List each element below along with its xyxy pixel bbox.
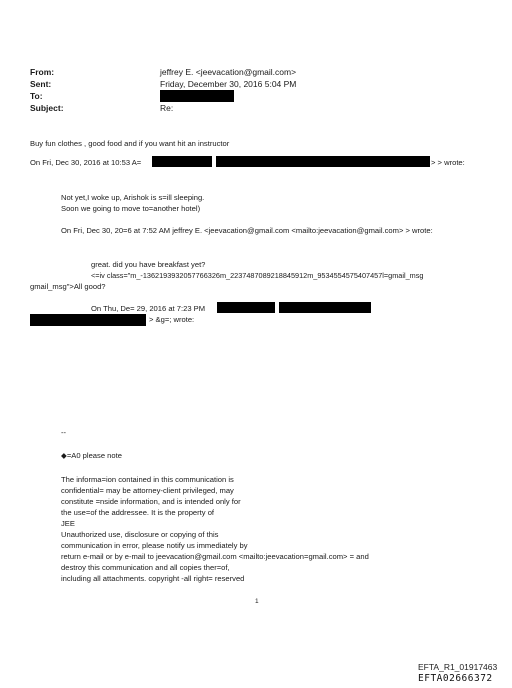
sent-value: Friday, December 30, 2016 5:04 PM bbox=[160, 79, 297, 89]
reply-1-line-1: Not yet,I woke up, Arishok is s=ill sleeping. bbox=[61, 193, 205, 202]
notice-line: JEE bbox=[61, 519, 75, 528]
reply-1-line-2: Soon we going to move to=another hotel) bbox=[61, 204, 201, 213]
quote-3-redaction-a bbox=[217, 302, 275, 313]
quote-1-prefix: On Fri, Dec 30, 2016 at 10:53 A= bbox=[30, 158, 142, 167]
quote-3-redaction-b bbox=[279, 302, 371, 313]
confidentiality-notice bbox=[61, 474, 369, 584]
subject-label: Subject: bbox=[30, 103, 64, 113]
to-label: To: bbox=[30, 91, 43, 101]
notice-line: Unauthorized use, disclosure or copying of this bbox=[61, 530, 219, 539]
notice-line: destroy this communication and all copies ther=of, bbox=[61, 563, 230, 572]
quote-1-redaction-a bbox=[152, 156, 212, 167]
notice-line: including all attachments. copyright -all right= reserved bbox=[61, 574, 245, 583]
footer-ref-2: EFTA02666372 bbox=[418, 673, 493, 684]
notice-line: the use=of the addressee. It is the property of bbox=[61, 508, 215, 517]
notice-line: return e-mail or by e-mail to jeevacation@gmail.com <mailto:jeevacation=gmail.com> = and bbox=[61, 552, 369, 561]
quote-1-redaction-b bbox=[216, 156, 430, 167]
quote-3-redaction-c bbox=[30, 314, 146, 326]
notice-line: communication in error, please notify us immediately by bbox=[61, 541, 248, 550]
reply-2-line-1: great. did you have breakfast yet? bbox=[91, 260, 206, 269]
quote-2: On Fri, Dec 30, 20=6 at 7:52 AM jeffrey E. <jeevacation@gmail.com <mailto:jeevacation@gmail.com> > wrote: bbox=[61, 226, 433, 235]
notice-line: The informa=ion contained in this communication is bbox=[61, 475, 234, 484]
from-label: From: bbox=[30, 67, 55, 77]
footer-ref-1: EFTA_R1_01917463 bbox=[418, 662, 498, 672]
from-value: jeffrey E. <jeevacation@gmail.com> bbox=[160, 67, 297, 77]
reply-2-line-2: <=iv class="m_-1362193932057766326m_2237487089218845912m_9534554575407457l=gmail_msg bbox=[91, 271, 424, 280]
quote-1-suffix: > > wrote: bbox=[431, 158, 465, 167]
signature-dashes: -- bbox=[61, 428, 67, 437]
quote-3-prefix: On Thu, De= 29, 2016 at 7:23 PM bbox=[91, 304, 206, 313]
reply-2-line-3: gmail_msg">All good? bbox=[30, 282, 106, 291]
signature-note: ◆=A0 please note bbox=[61, 451, 122, 460]
notice-line: confidential= may be attorney-client privileged, may bbox=[61, 486, 234, 495]
page-number: 1 bbox=[255, 598, 259, 605]
body-line-1: Buy fun clothes , good food and if you want hit an instructor bbox=[30, 139, 230, 148]
quote-3-suffix: > &g=; wrote: bbox=[149, 315, 195, 324]
sent-label: Sent: bbox=[30, 79, 52, 89]
to-redaction bbox=[160, 90, 234, 102]
subject-value: Re: bbox=[160, 103, 174, 113]
notice-line: constitute =nside information, and is intended only for bbox=[61, 497, 241, 506]
